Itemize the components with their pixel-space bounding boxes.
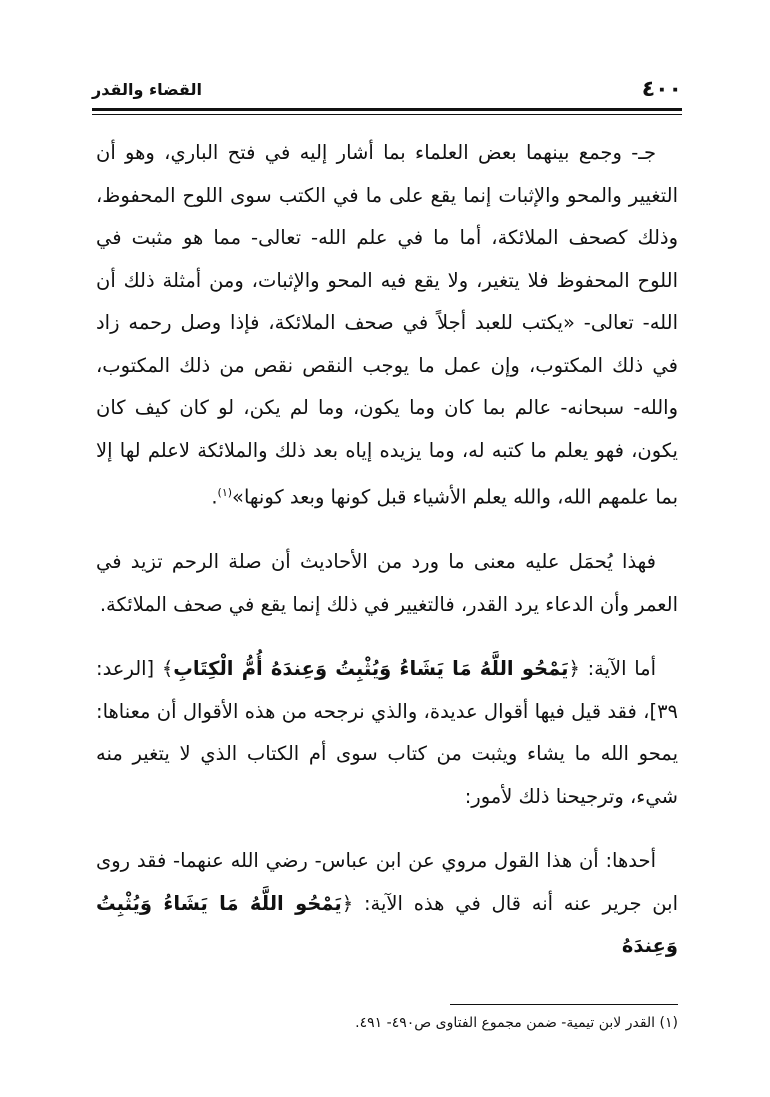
quran-verse-2: يَمْحُو اللَّهُ مَا يَشَاءُ وَيُثْبِتُ وَعِندَهُ [96, 891, 678, 957]
header-rule-thick [92, 108, 682, 111]
main-text [96, 132, 678, 990]
header-rule-thin [92, 114, 682, 115]
paragraph-4 [96, 840, 678, 968]
verse-bracket-close: ﴾ [161, 657, 174, 680]
verse-bracket-open: ﴿ [568, 657, 580, 680]
footnote: (١) القدر لابن تيمية- ضمن مجموع الفتاوى ص٤٩٠- ٤٩١. [355, 1015, 678, 1031]
paragraph-3-rest: فقد قيل فيها أقوال عديدة، والذي نرجحه من هذه الأقوال أن معناها: يمحو الله ما يشاء ويثبت من كتاب سوى أم الكتاب الذي لا يتغير منه شيء، وترجيحنا ذلك لأمور: [96, 699, 678, 808]
paragraph-1 [96, 132, 678, 519]
paragraph-2 [96, 541, 678, 626]
footnote-rule [450, 1004, 678, 1005]
paragraph-3-lead: أما الآية: [587, 657, 657, 680]
footnote-marker: (١) [217, 486, 233, 499]
page-header [92, 72, 682, 106]
paragraph-1-end: . [211, 485, 218, 509]
running-title: القضاء والقدر [92, 79, 202, 99]
verse-reference: [الرعد: ٣٩]، [96, 657, 679, 723]
page-number: ٤٠٠ [641, 76, 682, 102]
paragraph-1-text: جـ- وجمع بينهما بعض العلماء بما أشار إليه في فتح الباري، وهو أن التغيير والمحو والإثبات إنما يقع على ما في الكتب سوى اللوح المحفوظ، وذلك كصحف الملائكة، أما ما في علم الله- تعالى- مما هو مثبت في اللوح المحفوظ فلا يتغير، ولا يقع فيه المحو والإثبات، ومن أمثلة ذلك أن الله- تعالى- «يكتب للعبد أجلاً في صحف الملائكة، فإذا وصل رحمه زاد في ذلك المكتوب، وإن عمل ما يوجب النقص نقص من ذلك المكتوب، والله- سبحانه- عالم بما كان وما يكون، وما لم يكن، لو كان كيف كان يكون، فهو يعلم ما كتبه له، وما يزيده إياه بعد ذلك والملائكة لاعلم لها إلا بما علمهم الله، والله يعلم الأشياء قبل كونها وبعد كونها» [96, 141, 678, 509]
paragraph-3 [96, 648, 678, 818]
paragraph-2-text: فهذا يُحمَل عليه معنى ما ورد من الأحاديث أن صلة الرحم تزيد في العمر وأن الدعاء يرد القدر، فالتغيير في ذلك إنما يقع في صحف الملائكة. [96, 550, 678, 616]
paragraph-4-text: أحدها: أن هذا القول مروي عن ابن عباس- رضي الله عنهما- فقد روى ابن جرير عنه أنه قال في هذه الآية: [96, 849, 678, 915]
quran-verse: يَمْحُو اللَّهُ مَا يَشَاءُ وَيُثْبِتُ وَعِندَهُ أُمُّ الْكِتَابِ [173, 657, 569, 680]
verse-bracket-open-2: ﴿ [341, 891, 354, 915]
